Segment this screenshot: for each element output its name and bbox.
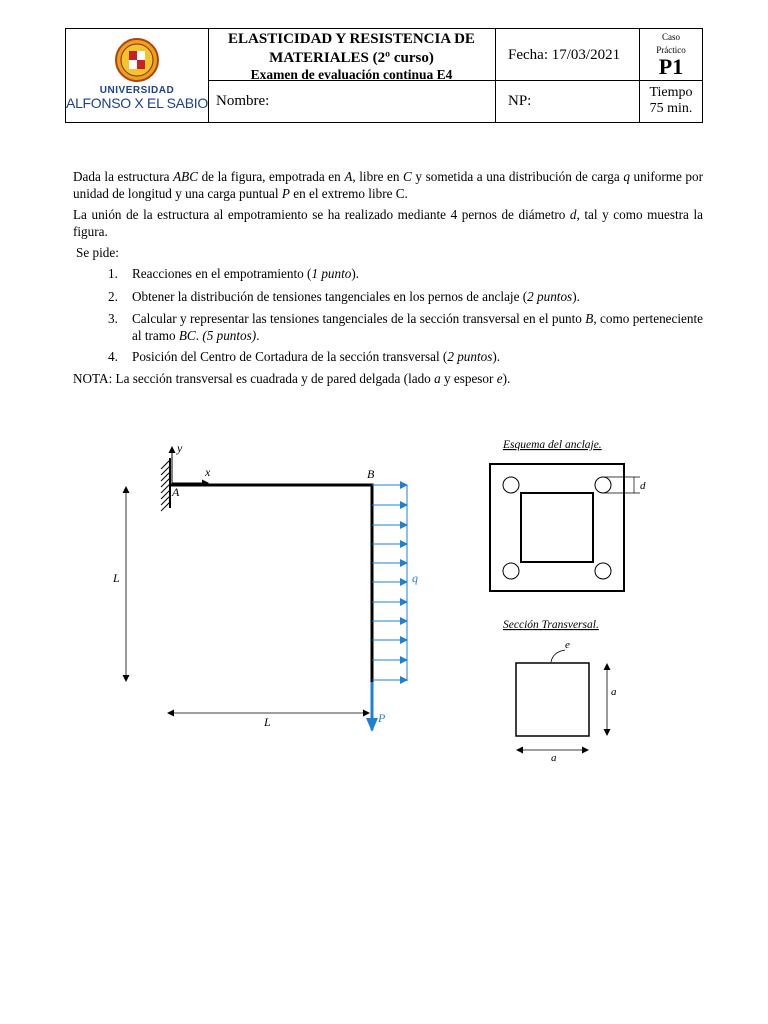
text-var: B [585,311,594,326]
text: Posición del Centro de Cortadura de la sección transversal ( [132,349,448,364]
text: Obtener la distribución de tensiones tangenciales en los pernos de anclaje ( [132,289,528,304]
text: ). [572,289,580,304]
label-d: d [640,480,646,492]
text: ). [502,371,511,386]
text: . [256,328,260,343]
label-B: B [367,467,375,481]
text-var: C [403,169,412,184]
label-L-horizontal: L [264,715,271,729]
university-name-line1: UNIVERSIDAD [99,85,175,96]
time-label: Tiempo [649,85,693,100]
text: Calcular y representar las tensiones tangenciales de la sección transversal en el punto [132,311,586,326]
item-number: 4. [108,349,118,364]
text-var: P [281,186,290,201]
text-var: e [496,371,503,386]
text-var: q [623,169,630,184]
text: NOTA: La sección transversal es cuadrada y de pared delgada (lado [73,371,435,386]
exam-date: Fecha: 17/03/2021 [508,46,621,63]
beam-ABC [170,485,372,682]
exam-subtitle: Examen de evaluación continua E4 [250,67,453,82]
text: y sometida a una distribución de carga [411,169,624,184]
text-var: BC [178,328,196,343]
text: , tal y como muestra la figura. [73,207,703,239]
label-q: q [412,571,418,585]
e-leader-line [551,650,565,662]
bolt-hole [595,477,611,493]
label-A: A [172,485,180,499]
text-var: A [344,169,353,184]
section-title: Sección Transversal. [503,619,599,631]
text-points: (5 puntos) [202,328,257,343]
item-number: 3. [108,311,118,326]
text: . [195,328,203,343]
fixed-support-hatch [161,458,170,511]
text-var: d [569,207,577,222]
university-name-line2: ALFONSO X EL SABIO [66,95,208,111]
case-label-line1: Caso [662,32,680,42]
course-title-line1: ELASTICIDAD Y RESISTENCIA DE [228,31,475,47]
se-pide-label: Se pide: [76,245,119,260]
item-number: 1. [108,266,118,281]
text-var: a [434,371,441,386]
text-points: 1 punto [311,266,352,281]
text: ). [351,266,360,281]
text: Reacciones en el empotramiento ( [132,266,312,281]
label-L-vertical: L [113,571,120,585]
label-x: x [205,465,211,479]
cross-section-square [516,663,589,736]
text: , libre en [352,169,404,184]
point-load-arrowhead [366,718,378,732]
text: y espesor [440,371,497,386]
text: de la figura, empotrada en [198,169,345,184]
case-code: P1 [658,54,684,79]
text-var: ABC [173,169,198,184]
item-number: 2. [108,289,118,304]
text-points: 2 puntos [527,289,573,304]
course-title-line2: MATERIALES (2º curso) [269,50,434,66]
text: La unión de la estructura al empotramiento se ha realizado mediante 4 pernos de diámetro [73,207,570,222]
label-a-side: a [611,686,617,698]
text-points: 2 puntos [447,349,493,364]
distributed-load-q [372,485,407,681]
text: uniforme por unidad de longitud y una carga puntual [73,169,703,201]
name-field[interactable]: Nombre: [216,93,270,109]
text: ). [492,349,501,364]
np-field[interactable]: NP: [508,93,532,109]
text: en el extremo libre C. [289,186,408,201]
bolt-hole [503,477,519,493]
label-y: y [177,441,183,455]
anchor-section-outline [521,493,593,562]
anchor-plate [490,464,624,591]
text: Dada la estructura [73,169,174,184]
label-a-bottom: a [551,752,557,764]
bolt-hole [503,563,519,579]
time-value: 75 min. [649,101,693,116]
label-P: P [378,711,386,725]
label-e: e [565,639,570,651]
bolt-hole [595,563,611,579]
case-label-line2: Práctico [656,45,686,55]
anchor-scheme-title: Esquema del anclaje. [503,439,602,451]
text: , como perteneciente al tramo [132,311,703,343]
